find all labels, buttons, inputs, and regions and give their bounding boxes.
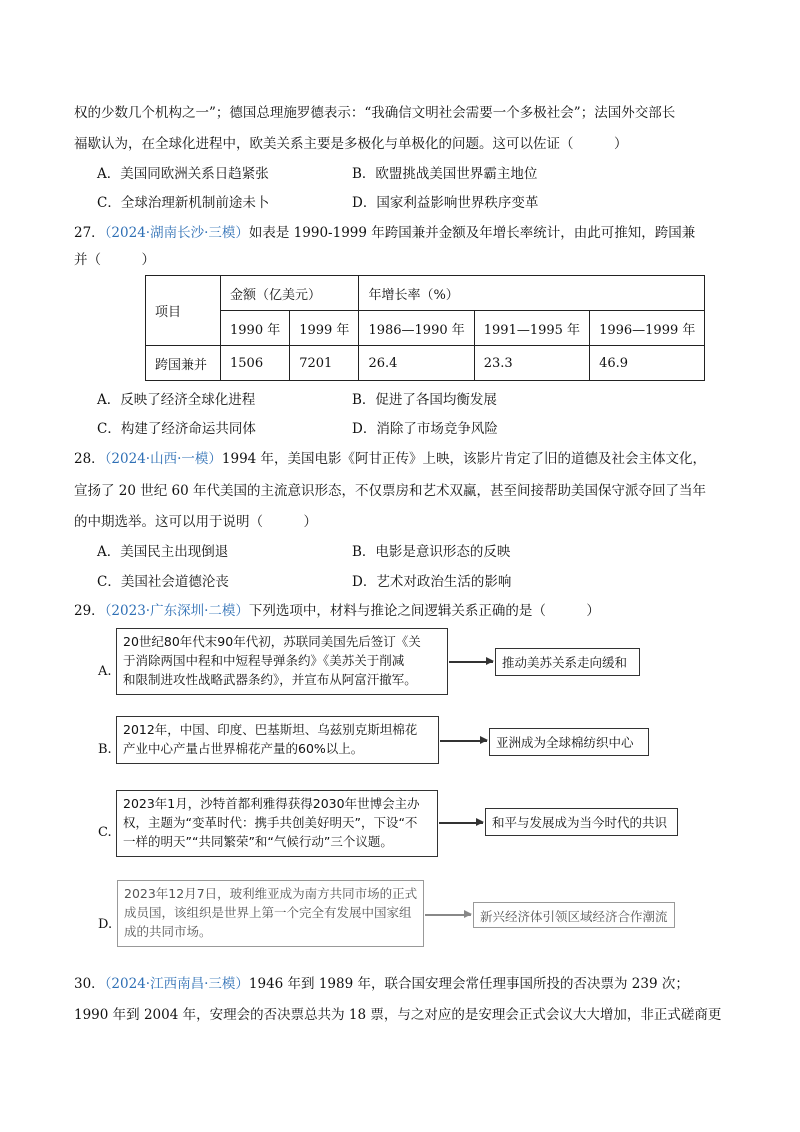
q27-option-b: B．促进了各国均衡发展 <box>352 392 497 408</box>
q27-stem-line-2: 并（ ） <box>74 252 155 268</box>
table-cell: 26.4 <box>359 346 474 381</box>
q27-text: 如表是 1990-1999 年跨国兼并金额及年增长率统计，由此可推知，跨国兼 <box>248 225 696 241</box>
q28-stem-line-1 <box>74 449 706 469</box>
q27-option-a: A．反映了经济全球化进程 <box>97 392 256 408</box>
table-cell: 23.3 <box>474 346 589 381</box>
q29-number: 29． <box>74 603 105 619</box>
q28-stem-line-2: 宣扬了 20 世纪 60 年代美国的主流意识形态，不仅票房和艺术双赢，甚至间接帮助美国保守派夺回了当年 <box>74 483 707 499</box>
table-row-label: 跨国兼并 <box>146 346 221 381</box>
q27-stem-line-1 <box>74 223 695 243</box>
table-header-amount: 金额（亿美元） <box>221 276 359 311</box>
q27-data-table <box>145 275 705 381</box>
table-cell: 7201 <box>290 346 359 381</box>
q27-option-d: D．消除了市场竞争风险 <box>352 421 498 437</box>
table-subheader: 1999 年 <box>290 311 359 346</box>
q29-option-b-arrow <box>440 740 487 742</box>
q29-option-d-material: 2023年12月7日，玻利维亚成为南方共同市场的正式 成员国，该组织是世界上第一个完全有发展中国家组 成的共同市场。 <box>117 880 424 947</box>
q27-source: （2024·湖南长沙·三模） <box>104 225 249 241</box>
q29-option-a-arrow <box>449 661 493 663</box>
q30-text: 1946 年到 1989 年，联合国安理会常任理事国所投的否决票为 239 次； <box>248 976 689 992</box>
q28-option-d: D．艺术对政治生活的影响 <box>352 574 512 590</box>
q29-option-c-arrow <box>439 822 483 824</box>
q29-option-d-label: D. <box>98 917 113 932</box>
q29-source: （2023·广东深圳·二模） <box>104 603 249 619</box>
q27-number: 27． <box>74 225 105 241</box>
q28-option-c: C．美国社会道德沦丧 <box>97 574 229 590</box>
q29-option-d-arrow <box>425 914 471 916</box>
q28-number: 28． <box>74 451 105 467</box>
q29-option-b-conclusion: 亚洲成为全球棉纺织中心 <box>489 728 649 756</box>
q29-option-c-conclusion: 和平与发展成为当今时代的共识 <box>485 808 678 836</box>
q29-option-b-label: B. <box>98 742 112 757</box>
q28-source: （2024·山西·一模） <box>104 451 222 467</box>
q26-option-b: B．欧盟挑战美国世界霸主地位 <box>352 166 538 182</box>
q30-number: 30． <box>74 976 105 992</box>
q26-option-a: A．美国同欧洲关系日趋紧张 <box>97 166 269 182</box>
q30-source: （2024·江西南昌·三模） <box>104 976 249 992</box>
q29-option-c-label: C. <box>98 825 112 840</box>
table-header-item: 项目 <box>146 276 221 346</box>
q29-option-c-material: 2023年1月，沙特首都利雅得获得2030年世博会主办 权，主题为“变革时代：携手共创美好明天”，下设“不 一样的明天”“共同繁荣”和“气候行动”三个议题。 <box>116 790 438 857</box>
q29-option-a-label: A. <box>98 664 112 679</box>
q29-option-a-material: 20世纪80年代末90年代初，苏联同美国先后签订《关 于消除两国中程和中短程导弹条约》《美苏关于削减 和限制进攻性战略武器条约》，并宣布从阿富汗撤军。 <box>116 628 448 695</box>
q28-option-b: B．电影是意识形态的反映 <box>352 544 511 560</box>
table-row <box>146 346 705 381</box>
table-subheader: 1996—1999 年 <box>590 311 705 346</box>
q30-stem-line-1 <box>74 974 689 994</box>
q28-stem-line-3: 的中期选举。这可以用于说明（ ） <box>74 514 317 530</box>
table-subheader: 1991—1995 年 <box>474 311 589 346</box>
table-cell: 46.9 <box>590 346 705 381</box>
q28-option-a: A．美国民主出现倒退 <box>97 544 229 560</box>
q26-stem-line-1: 权的少数几个机构之一”；德国总理施罗德表示：“我确信文明社会需要一个多极社会”；法国外交部长 <box>74 105 676 121</box>
q26-stem-line-2: 福歇认为，在全球化进程中，欧美关系主要是多极化与单极化的问题。这可以佐证（ ） <box>74 136 628 152</box>
q29-option-b-material: 2012年，中国、印度、巴基斯坦、乌兹别克斯坦棉花 产业中心产量占世界棉花产量的60%以上。 <box>116 716 439 764</box>
q29-stem <box>74 601 600 621</box>
q29-text: 下列选项中，材料与推论之间逻辑关系正确的是（ ） <box>248 603 600 619</box>
table-subheader: 1990 年 <box>221 311 290 346</box>
table-cell: 1506 <box>221 346 290 381</box>
q29-option-a-conclusion: 推动美苏关系走向缓和 <box>495 648 640 676</box>
q27-option-c: C．构建了经济命运共同体 <box>97 421 256 437</box>
q28-text: 1994 年，美国电影《阿甘正传》上映，该影片肯定了旧的道德及社会主体文化， <box>221 451 707 467</box>
q26-option-c: C．全球治理新机制前途未卜 <box>97 195 270 211</box>
table-header-rate: 年增长率（%） <box>359 276 705 311</box>
q29-option-d-conclusion: 新兴经济体引领区域经济合作潮流 <box>473 902 675 928</box>
q26-option-d: D．国家利益影响世界秩序变革 <box>352 195 539 211</box>
table-subheader: 1986—1990 年 <box>359 311 474 346</box>
q30-stem-line-2: 1990 年到 2004 年，安理会的否决票总共为 18 票，与之对应的是安理会正式会议大大增加，非正式磋商更 <box>74 1007 722 1023</box>
